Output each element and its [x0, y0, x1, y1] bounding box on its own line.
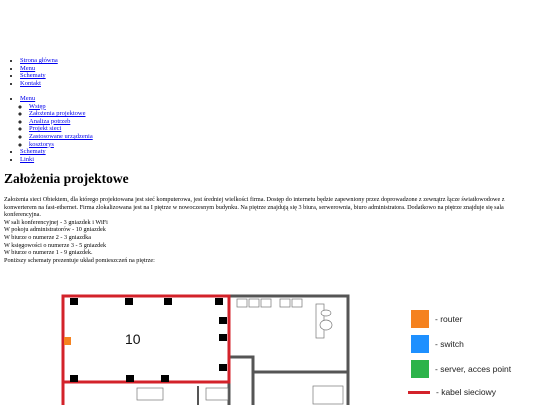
blue-square-icon	[411, 335, 429, 353]
content-line: W biurze o numerze 1 - 9 gniazdek.	[4, 249, 93, 257]
submenu-link-zalozenia[interactable]: Założenia projektowe	[29, 110, 86, 118]
legend-item-switch	[411, 335, 464, 353]
intro-paragraph: Założenia sieci Obiektem, dla którego projektowana jest sieć komputerowa, jest średniej wielkości firma. Dostęp do internetu będzie zapewniony przez doprowadzone z zewnątrz łącze światłowodowe z konwerterem na fast-ethernet. Firma zlokalizowana jest na I piętrze w nowoczesnym budynku. Na piętrze znajdują się 3 biura, serwerownia, biuro administratora. Dodatkowo na piętrze znajduje się sala konferencyjna.	[4, 196, 505, 219]
legend-item-cable	[408, 387, 496, 397]
green-square-icon	[411, 360, 429, 378]
side-nav-linki	[20, 156, 93, 164]
side-nav	[10, 95, 93, 163]
submenu-link-projekt[interactable]: Projekt sieci	[29, 125, 62, 133]
submenu-link-kosztorys[interactable]: kosztorys	[29, 140, 54, 148]
outlets	[70, 298, 227, 382]
nav-item-menu	[20, 65, 58, 73]
nav-link-kontakt[interactable]: Kontakt	[20, 79, 41, 87]
red-line-icon	[408, 391, 430, 394]
submenu-item-analiza	[29, 118, 93, 126]
router-marker	[64, 337, 71, 345]
page-content	[4, 196, 532, 264]
submenu-item-projekt	[29, 125, 93, 133]
orange-square-icon	[411, 310, 429, 328]
submenu-link-urzadzenia[interactable]: Zastosowane urządzenia	[29, 132, 93, 140]
legend-item-server	[411, 360, 511, 378]
legend-label: - kabel sieciowy	[436, 387, 496, 397]
legend-label: - server, acces point	[435, 364, 512, 374]
content-line: Poniższy schematy prezentuje układ pomieszczeń na piętrze:	[4, 256, 155, 264]
side-nav-submenu	[20, 103, 93, 149]
furniture	[137, 299, 343, 404]
submenu-item-wstep	[29, 103, 93, 111]
submenu-link-analiza[interactable]: Analiza potrzeb	[29, 117, 71, 125]
walls	[63, 296, 348, 405]
content-line: W sali konferencyjnej - 3 gniazdek i WiFi	[4, 218, 108, 226]
top-nav	[10, 57, 58, 87]
nav-link-home[interactable]: Strona główna	[20, 57, 58, 64]
side-nav-schematy	[20, 148, 93, 156]
side-nav-schematy-link[interactable]: Schematy	[20, 148, 46, 156]
nav-item-home	[20, 57, 58, 65]
nav-item-schematy	[20, 72, 58, 80]
nav-item-kontakt	[20, 80, 58, 88]
side-nav-linki-link[interactable]: Linki	[20, 155, 35, 163]
legend-item-router	[411, 310, 462, 328]
page-title: Założenia projektowe	[4, 171, 129, 186]
submenu-item-kosztorys	[29, 141, 93, 149]
room-number: 10	[125, 331, 141, 347]
content-line: W biurze o numerze 2 - 3 gniazdka	[4, 233, 91, 241]
side-nav-menu-link[interactable]: Menu	[20, 95, 36, 102]
legend-label: - switch	[435, 339, 464, 349]
side-nav-menu	[20, 95, 93, 148]
submenu-item-urzadzenia	[29, 133, 93, 141]
submenu-item-zalozenia	[29, 110, 93, 118]
submenu-link-wstep[interactable]: Wstęp	[29, 102, 46, 110]
content-line: W księgowości o numerze 3 - 5 gniazdek	[4, 241, 107, 249]
content-line: W pokoju administratorów - 10 gniazdek	[4, 226, 106, 234]
legend-label: - router	[435, 314, 463, 324]
nav-link-schematy[interactable]: Schematy	[20, 72, 46, 80]
nav-link-menu[interactable]: Menu	[20, 64, 36, 72]
